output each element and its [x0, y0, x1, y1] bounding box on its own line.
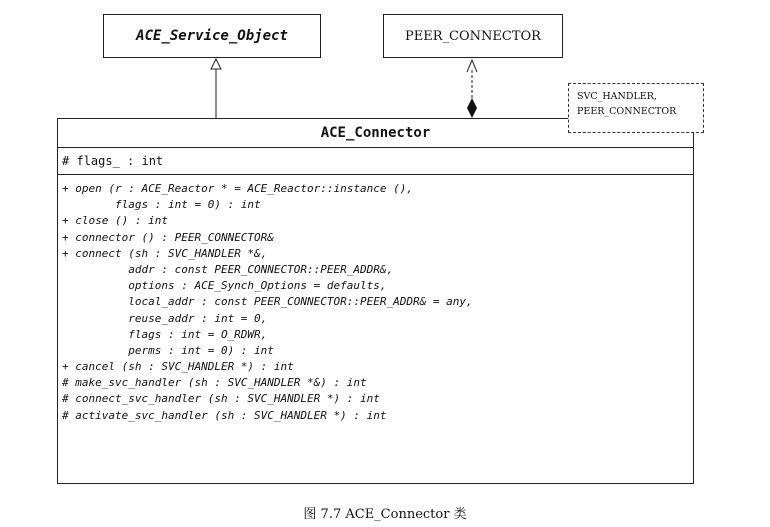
operation-signature: open (r : ACE_Reactor * = ACE_Reactor::instance (), [68, 182, 413, 195]
template-param: SVC_HANDLER, [577, 91, 657, 102]
operation-visibility: + [62, 214, 69, 228]
operation-visibility: + [62, 230, 69, 244]
operation-line [62, 213, 693, 229]
operation-line [62, 359, 693, 375]
attribute-text: flags_ : int [69, 154, 164, 168]
operation-visibility: # [62, 408, 69, 422]
operation-line [62, 262, 693, 278]
operation-line [62, 230, 693, 246]
operation-signature: flags : int = 0) : int [62, 198, 261, 212]
operation-line [62, 246, 693, 262]
operation-signature: local_addr : const PEER_CONNECTOR::PEER_ADDR& = any, [62, 295, 473, 309]
operation-signature: activate_svc_handler (sh : SVC_HANDLER *) : int [68, 408, 387, 422]
figure-caption: 图 7.7 ACE_Connector 类 [303, 507, 467, 522]
operation-line [62, 391, 693, 407]
operation-visibility: + [62, 182, 69, 195]
operation-visibility: + [62, 360, 69, 374]
operation-line [62, 343, 693, 359]
operation-line [62, 311, 693, 327]
operation-signature: addr : const PEER_CONNECTOR::PEER_ADDR&, [62, 262, 394, 276]
operation-signature: close () : int [68, 214, 168, 228]
operation-line [62, 375, 693, 391]
operation-visibility: # [62, 392, 69, 406]
template-param: PEER_CONNECTOR [577, 106, 677, 117]
operations-section [58, 174, 693, 424]
operation-signature: make_svc_handler (sh : SVC_HANDLER *&) : int [68, 376, 367, 390]
aggregation-diamond-icon [467, 98, 477, 118]
operation-signature: perms : int = 0) : int [62, 343, 274, 357]
service-object-class-name: ACE_Service_Object [136, 28, 288, 44]
operation-line [62, 278, 693, 294]
operation-line [62, 197, 693, 213]
operation-visibility: + [62, 246, 69, 260]
operation-signature: connect (sh : SVC_HANDLER *&, [68, 246, 268, 260]
operation-signature: connector () : PEER_CONNECTOR& [68, 230, 274, 244]
operation-line [62, 408, 693, 424]
operation-signature: reuse_addr : int = 0, [62, 311, 268, 325]
operation-line [62, 181, 693, 197]
attributes-section [58, 147, 693, 174]
operation-line [62, 327, 693, 343]
ace-connector-class-box [57, 118, 694, 484]
peer-connector-class-name: PEER_CONNECTOR [405, 28, 541, 44]
peer-connector-class-box [383, 14, 563, 58]
operation-signature: connect_svc_handler (sh : SVC_HANDLER *) : int [68, 392, 380, 406]
operation-visibility: # [62, 376, 69, 390]
attribute-visibility: # [62, 154, 70, 168]
inheritance-arrow-icon [211, 59, 221, 69]
operation-signature: cancel (sh : SVC_HANDLER *) : int [68, 360, 294, 374]
template-parameters-box [568, 83, 704, 133]
ace-connector-class-name: ACE_Connector [320, 125, 431, 141]
operation-signature: options : ACE_Synch_Options = defaults, [62, 279, 387, 293]
operation-line [62, 294, 693, 310]
operation-signature: flags : int = O_RDWR, [62, 327, 268, 341]
service-object-class-box [103, 14, 321, 58]
